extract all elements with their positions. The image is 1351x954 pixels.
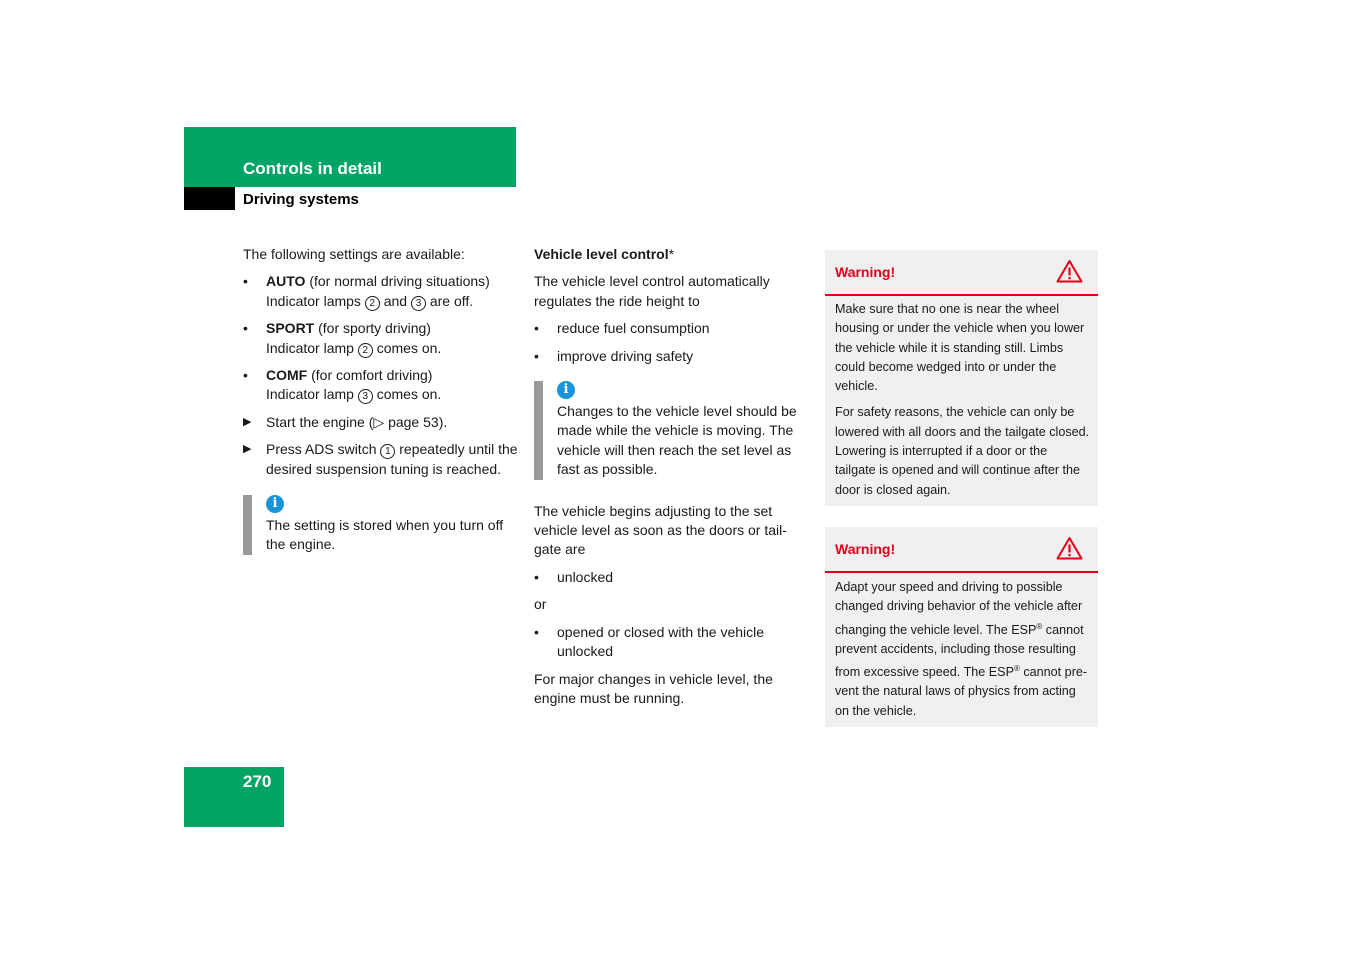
info-note <box>243 495 518 555</box>
info-text: Changes to the vehicle level should be made while the vehicle is moving. The vehicle will then reach the set level as fast as possible. <box>557 403 797 478</box>
bullet: • <box>534 623 539 640</box>
setting-sport: • SPORT (for sporty driving) Indicator lamp 2 comes on. <box>243 320 442 356</box>
page-number: 270 <box>243 772 272 791</box>
paragraph: The vehicle level control automatically regulates the ride height to <box>534 273 770 309</box>
setting-comf: • COMF (for comfort driving) Indicator lamp 3 comes on. <box>243 367 442 403</box>
warning-text: For safety reasons, the vehicle can only be lowered with all doors and the tailgate closed. Lowering is interrupted if a door or the tailgate is opened and will continue after the door is closed again. <box>835 405 1090 497</box>
warning-text: Adapt your speed and driving to possible changed driving behavior of the vehicle after changing the vehicle level. The ESP® cannot prevent accidents, including those resulting from excessive speed. The ESP® cannot pre-vent the natural laws of physics from acting on the vehicle. <box>835 580 1088 718</box>
list-item: • improve driving safety <box>534 347 809 366</box>
warning-body <box>825 573 1098 727</box>
bullet: • <box>534 320 539 337</box>
warning-text: Make sure that no one is near the wheel housing or under the vehicle when you lower the vehicle while it is standing still. Limbs could become wedged into or under the vehicle. <box>835 302 1085 394</box>
warning-header <box>825 250 1098 296</box>
step-press-ads: ▶ Press ADS switch 1 repeatedly until the desired suspension tuning is reached. <box>243 441 518 477</box>
paragraph: For major changes in vehicle level, the engine must be running. <box>534 670 773 706</box>
indicator-number: 2 <box>365 296 380 311</box>
warning-triangle-icon <box>1056 536 1083 560</box>
bullet: • <box>243 320 248 337</box>
optional-mark: * <box>668 246 675 262</box>
info-text: The setting is stored when you turn off the engine. <box>266 517 504 553</box>
conjunction-text: or <box>534 596 547 613</box>
step-arrow-icon: ▶ <box>243 415 252 428</box>
warning-triangle-icon <box>1056 259 1083 283</box>
note-bar <box>534 381 543 480</box>
bullet: • <box>243 367 248 384</box>
paragraph: The vehicle begins adjusting to the set vehicle level as soon as the doors or tail-gate are <box>534 502 787 558</box>
page-reference-link[interactable]: page 53 <box>388 413 439 430</box>
info-note <box>534 381 809 480</box>
info-icon: i <box>557 381 575 399</box>
step-start-engine: ▶ Start the engine (▷ page 53). <box>243 413 518 432</box>
note-bar <box>243 495 252 555</box>
list-item: • reduce fuel consumption <box>534 319 809 338</box>
step-arrow-icon: ▶ <box>243 443 252 456</box>
info-icon: i <box>266 495 284 513</box>
warning-body <box>825 296 1098 506</box>
warning-label: Warning! <box>835 264 896 280</box>
warning-label: Warning! <box>835 541 896 557</box>
indicator-number: 3 <box>411 296 426 311</box>
list-item: • opened or closed with the vehicle unlocked <box>534 623 765 660</box>
setting-key: COMF <box>266 367 308 384</box>
subsection-title: Driving systems <box>243 191 359 208</box>
page-ref-arrow-icon: ▷ <box>373 413 385 430</box>
section-marker-tab <box>184 187 235 210</box>
column-left <box>243 245 518 555</box>
registered-mark: ® <box>1013 664 1020 674</box>
section-title: Controls in detail <box>243 159 382 178</box>
registered-mark: ® <box>1036 621 1043 631</box>
switch-number: 1 <box>380 444 395 459</box>
indicator-number: 3 <box>358 389 373 404</box>
bullet: • <box>534 347 539 364</box>
indicator-number: 2 <box>358 343 373 358</box>
warning-header <box>825 527 1098 573</box>
column-middle <box>534 245 809 708</box>
setting-key: AUTO <box>266 273 306 290</box>
warning-box <box>825 250 1098 506</box>
warning-box <box>825 527 1098 727</box>
list-item: • unlocked <box>534 568 809 587</box>
bullet: • <box>534 568 539 585</box>
setting-auto: • AUTO (for normal driving situations) Indicator lamps 2 and 3 are off. <box>243 273 490 309</box>
intro-text: The following settings are available: <box>243 246 465 262</box>
bullet: • <box>243 273 248 290</box>
setting-key: SPORT <box>266 320 315 337</box>
section-heading: Vehicle level control* <box>534 246 675 262</box>
